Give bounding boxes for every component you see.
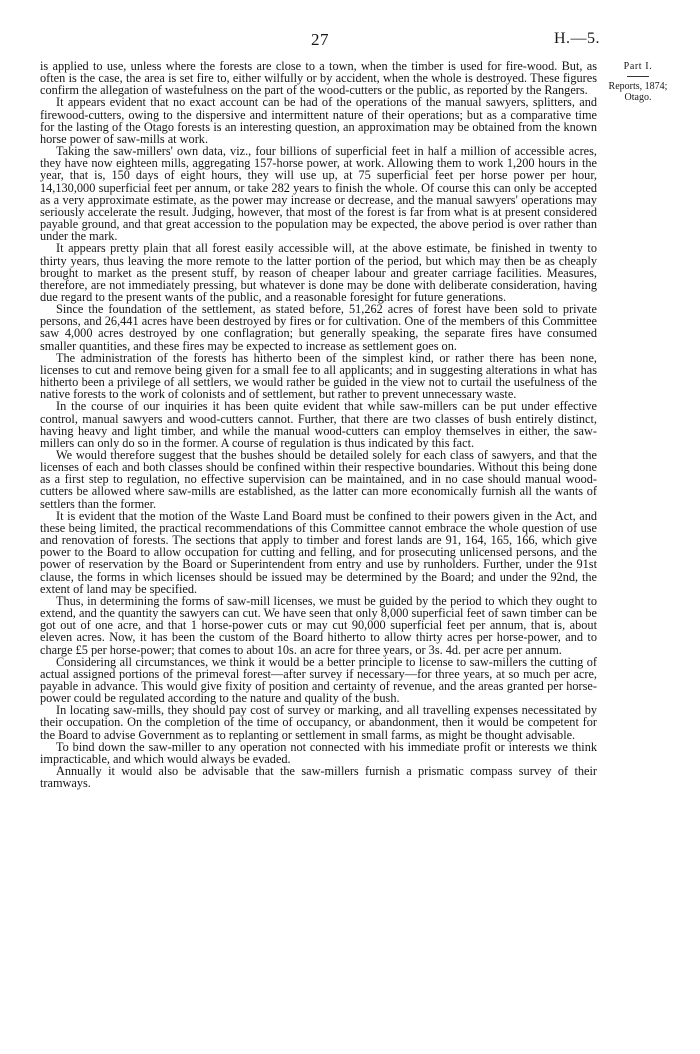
body-text <box>40 60 597 789</box>
margin-place-label: Otago. <box>624 92 652 103</box>
paragraph: Considering all circumstances, we think it would be a better principle to license to saw-millers the cutting of actual assigned portions of the primeval forest—after survey if necessary—for three years, at so much per acre, payable in advance. This would give fixity of position and certainty of revenue, and the areas granted per horse-power could be regulated according to the nature and quality of the bush. <box>40 654 597 706</box>
paragraph: We would therefore suggest that the bushes should be detailed solely for each class of sawyers, and that the licenses of each and both classes should be confined within their respective boundaries. Without this being done as a first step to regulation, no effective supervision can be maintained, and in no case should manual wood-cutters be allowed where saw-mills are established, as the latter can more economically furnish all the wants of settlers than the former. <box>40 448 597 511</box>
margin-note <box>607 61 669 103</box>
margin-part-label: Part I. <box>623 61 653 72</box>
margin-divider <box>627 76 649 77</box>
paragraph: It appears evident that no exact account can be had of the operations of the manual sawyers, splitters, and firewood-cutters, owing to the dispersive and intermittent nature of their operations; but as a comparative time for the lasting of the Otago forests is an interesting question, an approximation may be obtained from the known horse power of saw-mills at work. <box>40 95 597 146</box>
paragraph: In locating saw-mills, they should pay cost of survey or marking, and all travelling expenses necessitated by their occupation. On the completion of the time of occupancy, or abandonment, then it would be competent for the Board to advise Government as to replanting or settlement in small farms, as might be thought advisable. <box>40 703 597 742</box>
margin-reports-label: Reports, 1874; <box>608 81 668 92</box>
paragraph: Taking the saw-millers' own data, viz., four billions of superficial feet in half a million of accessible acres, they have now eighteen mills, aggregating 157-horse power, at work. Allowing them to work 1,200 hours in the year, that is, 150 days of eight hours, they will use up, at 75 superficial feet per horse power per hour, 14,130,000 superficial feet per annum, or take 282 years to finish the whole. Of course this can only be accepted as a very approximate estimate, as the power may increase or decrease, and the manual sawyers' operations may seriously accelerate the result. Judging, however, that most of the forest is far from what is at present considered payable ground, and that great accession to the population may be expected, the above period is over rather than under the mark. <box>40 144 597 244</box>
paragraph: It is evident that the motion of the Waste Land Board must be confined to their powers given in the Act, and these being limited, the practical recommendations of this Committee cannot embrace the whole question of use and renovation of forests. The sections that apply to timber and forest lands are 91, 164, 165, 166, which give power to the Board to allow occupation for cutting and felling, and for prosecuting unlicensed persons, and the power of reservation by the Board or Superintendent from entry and use by runholders. Further, under the 91st clause, the forms in which licenses should be issued may be determined by the Board; and under the 92nd, the extent of land may be specified. <box>40 508 597 596</box>
paragraph: It appears pretty plain that all forest easily accessible will, at the above estimate, be finished in twenty to thirty years, thus leaving the more remote to the latter portion of the period, but which may then be as cheaply brought to market as the present stuff, by reason of cheaper labour and greater carriage facilities. Measures, therefore, are not immediately pressing, but whatever is done may be done with deliberate consideration, having due regard to the present wants of the public, and a reasonable foresight for future generations. <box>40 241 597 304</box>
paragraph: is applied to use, unless where the forests are close to a town, when the timber is used for fire-wood. But, as often is the case, the area is set fire to, either wilfully or by accident, when the whole is destroyed. These figures confirm the allegation of wastefulness on the part of the wood-cutters or the public, as reported by the Rangers. <box>40 59 597 98</box>
page-number: 27 <box>311 30 329 49</box>
document-reference: H.—5. <box>553 30 600 47</box>
paragraph: To bind down the saw-miller to any operation not connected with his immediate profit or interests we think impracticable, and which would always be evaded. <box>40 739 597 766</box>
paragraph: Since the foundation of the settlement, as stated before, 51,262 acres of forest have been sold to private persons, and 26,441 acres have been destroyed by fires or for cultivation. One of the members of this Committee saw 4,000 acres destroyed by one conflagration; but generally speaking, the separate fires have consumed smaller quantities, and these fires may be expected to increase as settlement goes on. <box>40 302 597 353</box>
paragraph: Annually it would also be advisable that the saw-millers furnish a prismatic compass survey of their tramways. <box>40 764 597 791</box>
page-header <box>40 30 600 50</box>
paragraph: The administration of the forests has hitherto been of the simplest kind, or rather there has been none, licenses to cut and remove being given for a small fee to all applicants; and in suggesting alterations in what has hitherto been a privilege of all settlers, we would rather be guided in the view not to curtail the usefulness of the native forests to the work of colonists and of settlement, but rather to prevent unnecessary waste. <box>40 350 597 402</box>
paragraph: In the course of our inquiries it has been quite evident that while saw-millers can be put under effective control, manual sawyers and wood-cutters cannot. Further, that there are two classes of bush entirely distinct, having heavy and light timber, and while the manual wood-cutters can employ themselves in either, the saw-millers can only do so in the former. A course of regulation is thus indicated by this fact. <box>40 399 597 450</box>
paragraph: Thus, in determining the forms of saw-mill licenses, we must be guided by the period to which they ought to extend, and the quantity the sawyers can cut. We have seen that only 8,000 superficial feet of sawn timber can be got out of one acre, and that 1 horse-power cuts or may cut 90,000 superficial feet per annum, that is, about eleven acres. Now, it has been the custom of the Board hitherto to allow thirty acres per horse-power, and to charge £5 per horse-power; that comes to about 10s. an acre for three years, or 3s. 4d. per acre per annum. <box>40 593 597 657</box>
